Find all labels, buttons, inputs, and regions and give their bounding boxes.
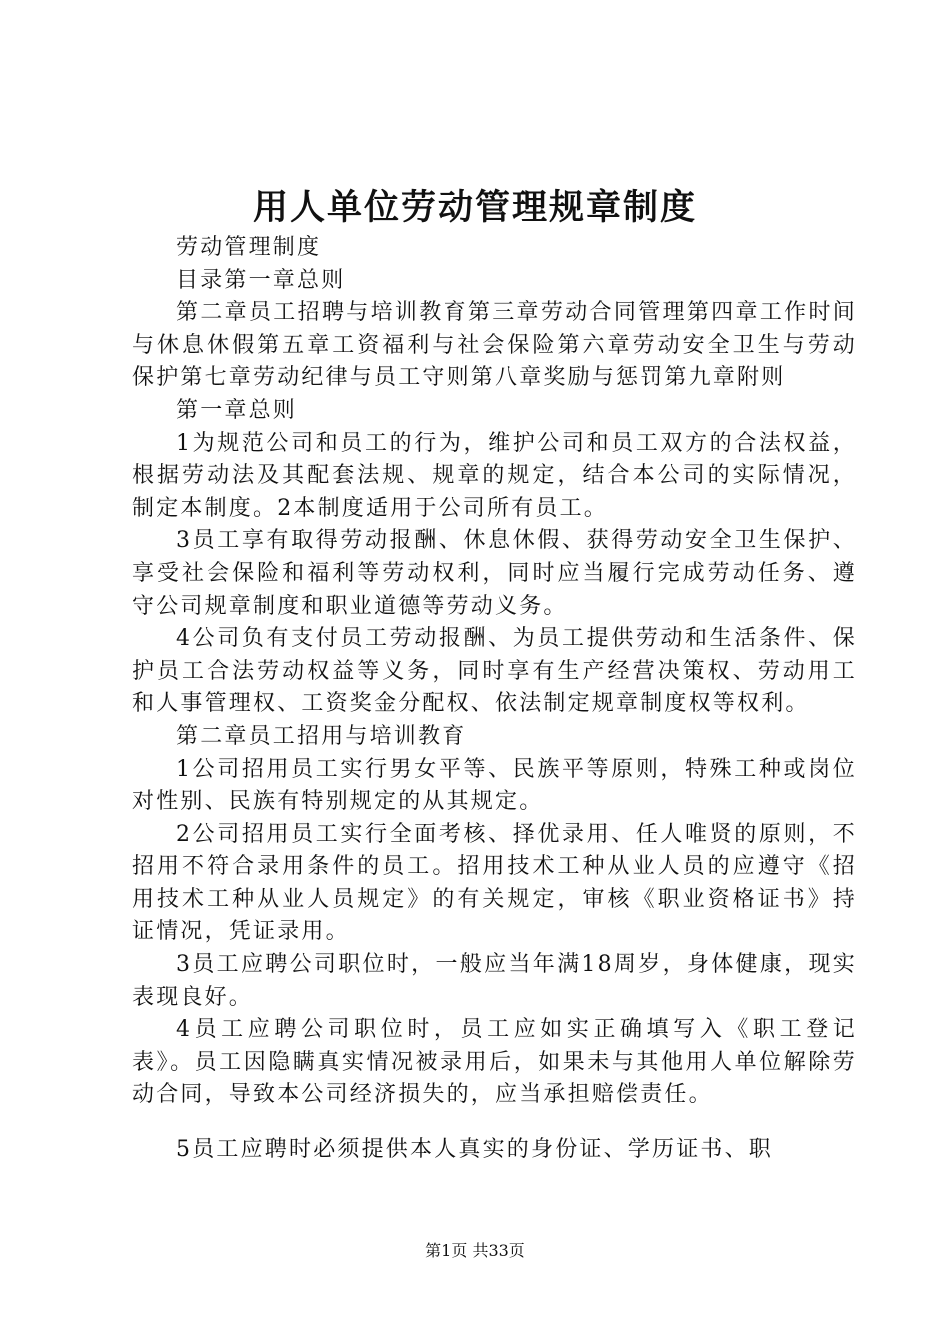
document-body xyxy=(132,232,857,1167)
paragraph: 5员工应聘时必须提供本人真实的身份证、学历证书、职 xyxy=(176,1137,773,1163)
paragraph: 4公司负有支付员工劳动报酬、为员工提供劳动和生活条件、保护员工合法劳动权益等义务，同时享有生产经营决策权、劳动用工和人事管理权、工资奖金分配权、依法制定规章制度权等权利。 xyxy=(132,626,857,717)
paragraph: 3员工应聘公司职位时，一般应当年满18周岁，身体健康，现实表现良好。 xyxy=(132,952,857,1010)
paragraph: 目录第一章总则 xyxy=(176,267,346,293)
paragraph: 劳动管理制度 xyxy=(176,235,322,260)
paragraph: 2公司招用员工实行全面考核、择优录用、任人唯贤的原则，不招用不符合录用条件的员工。招用技术工种从业人员的应遵守《招用技术工种从业人员规定》的有关规定，审核《职业资格证书》持证情况，凭证录用。 xyxy=(132,821,857,945)
document-title: 用人单位劳动管理规章制度 xyxy=(252,187,697,228)
paragraph: 1为规范公司和员工的行为，维护公司和员工双方的合法权益，根据劳动法及其配套法规、规章的规定，结合本公司的实际情况，制定本制度。2本制度适用于公司所有员工。 xyxy=(132,430,857,521)
paragraph: 1公司招用员工实行男女平等、民族平等原则，特殊工种或岗位对性别、民族有特别规定的从其规定。 xyxy=(132,756,857,815)
paragraph: 第一章总则 xyxy=(176,397,298,423)
paragraph: 第二章员工招聘与培训教育第三章劳动合同管理第四章工作时间与休息休假第五章工资福利与社会保险第六章劳动安全卫生与劳动保护第七章劳动纪律与员工守则第八章奖励与惩罚第九章附则 xyxy=(132,300,857,391)
paragraph: 4员工应聘公司职位时，员工应如实正确填写入《职工登记表》。员工因隐瞒真实情况被录用后，如果未与其他用人单位解除劳动合同，导致本公司经济损失的，应当承担赔偿责任。 xyxy=(132,1017,857,1108)
paragraph: 3员工享有取得劳动报酬、休息休假、获得劳动安全卫生保护、享受社会保险和福利等劳动权利，同时应当履行完成劳动任务、遵守公司规章制度和职业道德等劳动义务。 xyxy=(132,528,857,619)
paragraph: 第二章员工招用与培训教育 xyxy=(176,723,467,749)
page-footer: 第1页 共33页 xyxy=(425,1241,525,1260)
